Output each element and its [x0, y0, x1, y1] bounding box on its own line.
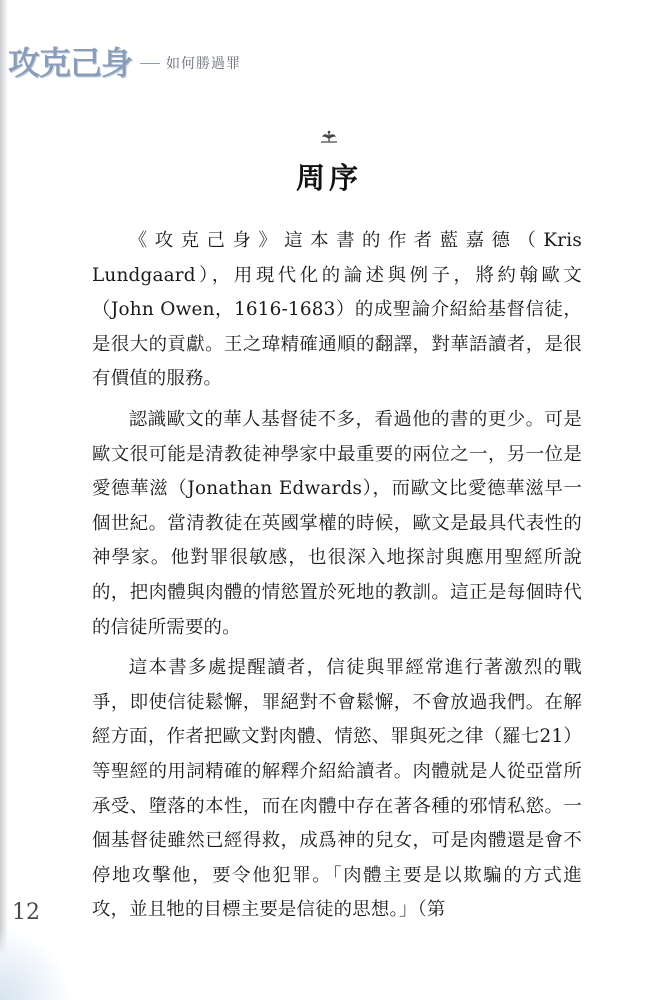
book-subtitle: 如何勝過罪	[166, 56, 242, 72]
header-divider	[140, 63, 160, 64]
book-title-logo: 攻克己身	[8, 44, 133, 82]
floral-ornament-icon	[0, 130, 658, 148]
running-header	[8, 38, 241, 88]
paragraph: 認識歐文的華人基督徒不多，看過他的書的更少。可是歐文很可能是清教徒神學家中最重要的兩位之一，另一位是愛德華滋（Jonathan Edwards），而歐文比愛德華滋早一個世紀。當清教徒在英國掌權的時候，歐文是最具代表性的神學家。他對罪很敏感，也很深入地探討與應用聖經所說的，把肉體與肉體的情慾置於死地的教訓。這正是每個時代的信徒所需要的。	[92, 408, 582, 638]
page-edge-shadow	[0, 0, 8, 1000]
page-number: 12	[12, 900, 40, 925]
chapter-title: 周序	[295, 161, 362, 195]
paragraph: 《攻克己身》這本書的作者藍嘉德（Kris Lundgaard），用現代化的論述與例子，將約翰歐文（John Owen，1616-1683）的成聖論介紹給基督信徒，是很大的貢獻。王之瑋精確通順的翻譯，對華語讀者，是很有價值的服務。	[92, 230, 582, 390]
body-text	[92, 224, 582, 934]
corner-decoration	[0, 930, 70, 1000]
paragraph: 這本書多處提醒讀者，信徒與罪經常進行著激烈的戰爭，即使信徒鬆懈，罪絕對不會鬆懈，不會放過我們。在解經方面，作者把歐文對肉體、情慾、罪與死之律（羅七21）等聖經的用詞精確的解釋介紹給讀者。肉體就是人從亞當所承受、墮落的本性，而在肉體中存在著各種的邪情私慾。一個基督徒雖然已經得救，成爲神的兒女，可是肉體還是會不停地攻擊他，要令他犯罪。「肉體主要是以欺騙的方式進攻，並且牠的目標主要是信徒的思想。」（第	[92, 657, 582, 921]
